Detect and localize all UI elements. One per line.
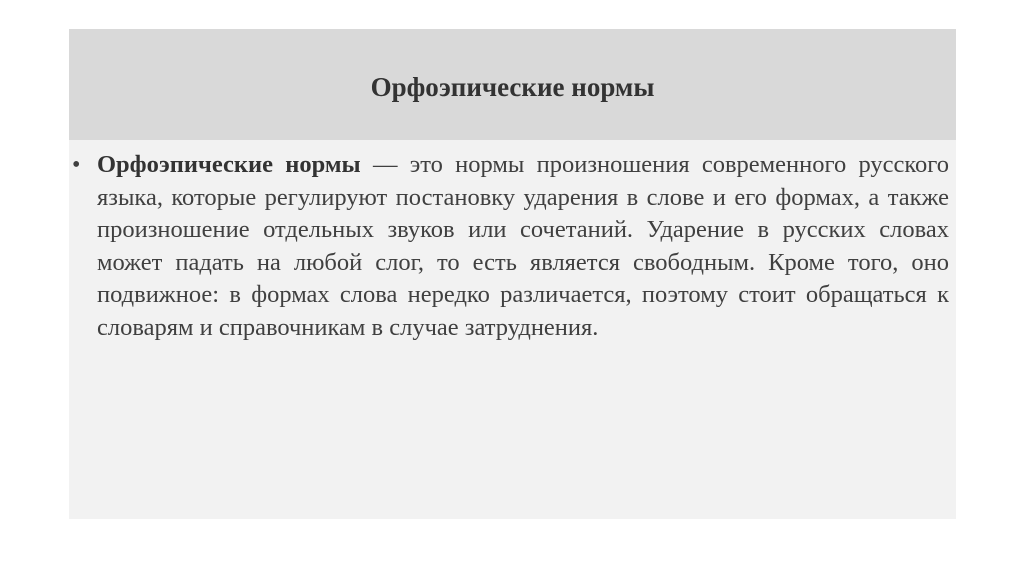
bullet-icon: • <box>72 152 81 178</box>
paragraph-text: — это нормы произношения современного русского языка, которые регулируют постановку ударения в слове и его формах, а также произношение отдельных звуков или сочетаний. Ударение в русских словах может падать на любой слог, то есть является свободным. Кроме того, оно подвижное: в формах слова нередко различается, поэтому стоит обращаться к словарям и справочникам в случае затруднения. <box>97 151 949 341</box>
bold-term: Орфоэпические нормы <box>97 151 361 178</box>
title-bar <box>69 29 956 140</box>
slide <box>69 29 956 519</box>
bullet-paragraph <box>72 149 949 345</box>
slide-title: Орфоэпические нормы <box>370 72 655 102</box>
content-area <box>69 149 956 345</box>
